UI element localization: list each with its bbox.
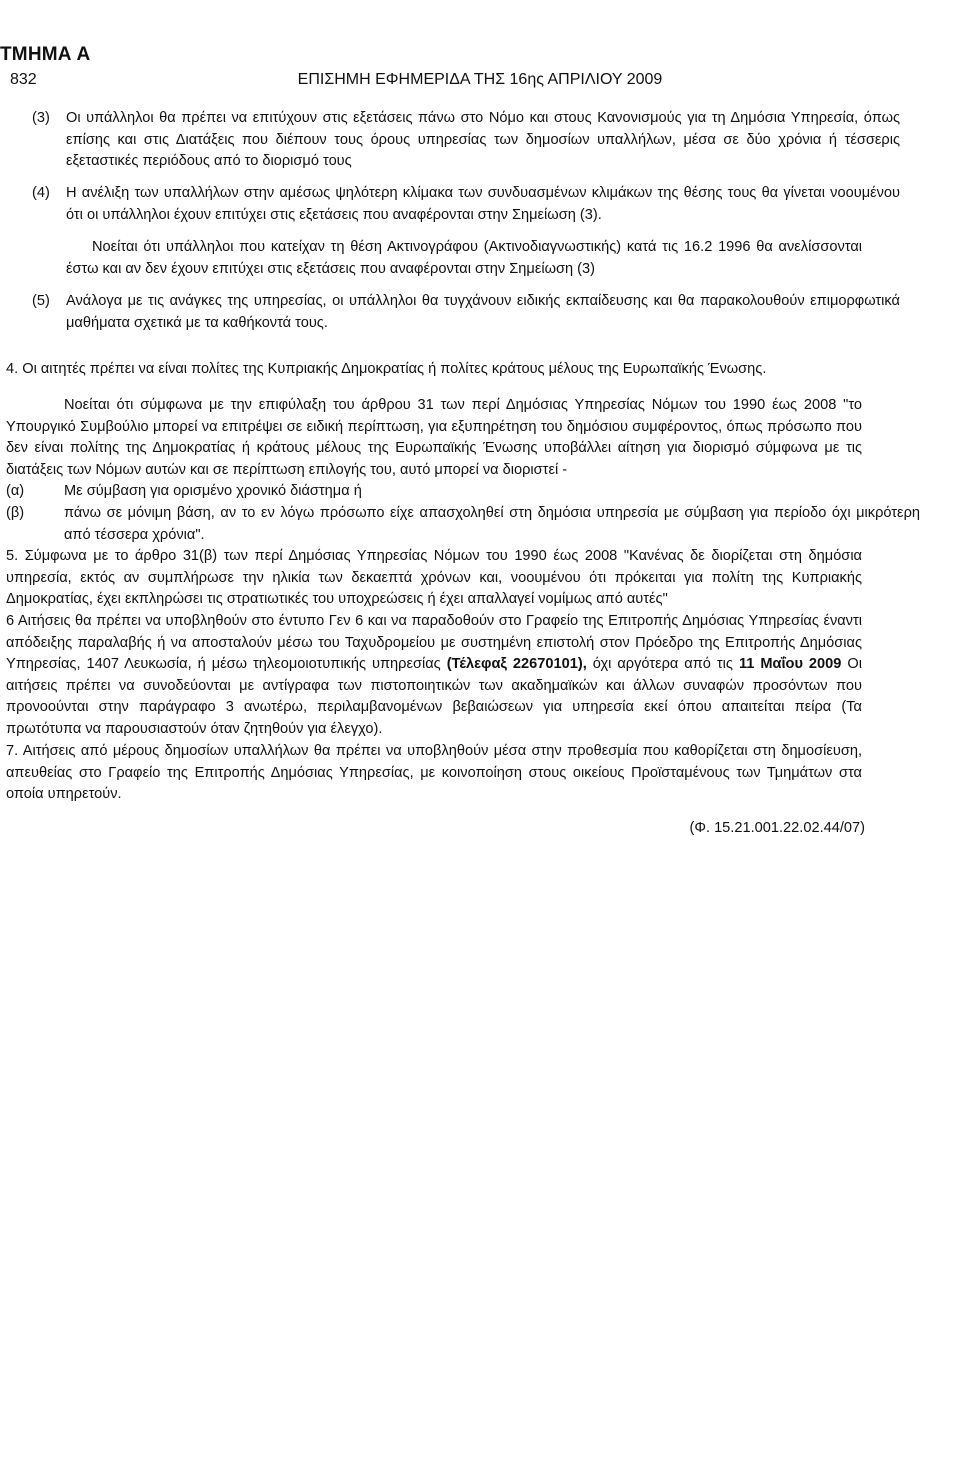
note-4-label: (4) [32, 185, 50, 201]
section-5 [6, 546, 862, 611]
section-6-part-a: 6 Αιτήσεις θα πρέπει να υποβληθούν στο έντυπο Γεν 6 και να παραδοθούν στο Γραφείο της Επιτροπής Δημόσιας Υπηρεσίας έναντι απόδειξης παραλαβής ή να αποσταλούν μέσω του Ταχυδρομείου με συστημένη επιστολή στον Πρόεδρο της Επιτροπής Δημόσιας Υπηρεσίας, 1407 Λευκωσία, ή μέσω τηλεομοιοτυπικής υπηρεσίας [6, 613, 862, 672]
section-4-item-a-label: (α) [6, 483, 25, 499]
section-4-item-a [6, 481, 920, 503]
section-4-proviso-text: Νοείται ότι σύμφωνα με την επιφύλαξη του άρθρου 31 των περί Δημόσιας Υπηρεσίας Νόμων του 1990 έως 2008 "το Υπουργικό Συμβούλιο μπορεί να επιτρέψει σε ειδική περίπτωση, για εξυπηρέτηση του δημόσιου συμφέροντος, όπως πρόσωπο που δεν είναι πολίτης της Δημοκρατίας ή κράτους μέλους της Ευρωπαϊκής Ένωσης υποβάλλει αίτηση για διορισμό σύμφωνα με τις διατάξεις των Νόμων αυτών και σε περίπτωση επιλογής του, αυτό μπορεί να διοριστεί - [6, 397, 862, 478]
section-6 [6, 611, 862, 740]
section-4 [6, 359, 868, 381]
section-6-text [6, 611, 862, 740]
note-3-label: (3) [32, 110, 50, 126]
deadline-date: 11 Μαΐου 2009 [738, 656, 842, 672]
note-3 [32, 108, 900, 173]
note-4-proviso [66, 237, 862, 280]
section-4-text: 4. Οι αιτητές πρέπει να είναι πολίτες της Κυπριακής Δημοκρατίας ή πολίτες κράτους μέλους της Ευρωπαϊκής Ένωσης. [6, 361, 767, 377]
section-6-part-c: Οι αιτήσεις πρέπει να συνοδεύονται με αντίγραφα των πιστοποιητικών των ακαδημαϊκών και άλλων συναφών προσόντων που προνοούνται στην παράγραφο 3 ανωτέρω, περιλαμβανομένων βεβαιώσεων για υπηρεσία εκεί όπου απαιτείται πείρα (Τα πρωτότυπα να παρουσιαστούν όταν ζητηθούν για έλεγχο). [6, 656, 862, 737]
gazette-header-title: ΕΠΙΣΗΜΗ ΕΦΗΜΕΡΙΔΑ ΤΗΣ 16ης ΑΠΡΙΛΙΟΥ 2009 [297, 71, 663, 88]
fax-number: (Τέλεφαξ 22670101), [446, 656, 587, 672]
note-4 [32, 183, 900, 226]
note-5 [32, 291, 900, 334]
note-5-text: Ανάλογα με τις ανάγκες της υπηρεσίας, οι υπάλληλοι θα τυγχάνουν ειδικής εκπαίδευσης και θα παρακολουθούν επιμορφωτικά μαθήματα σχετικά με τα καθήκοντά τους. [66, 293, 900, 331]
section-5-text: 5. Σύμφωνα με το άρθρο 31(β) των περί Δημόσιας Υπηρεσίας Νόμων του 1990 έως 2008 "Κανένας δε διορίζεται στη δημόσια υπηρεσία, εκτός αν συμπλήρωσε την ηλικία των δεκαεπτά χρόνων και, νοουμένου ότι πρόκειται για πολίτη της Κυπριακής Δημοκρατίας, έχει εκπληρώσει τις στρατιωτικές του υποχρεώσεις ή έχει απαλλαγεί νομίμως από αυτές" [6, 548, 862, 607]
note-3-text: Οι υπάλληλοι θα πρέπει να επιτύχουν στις εξετάσεις πάνω στο Νόμο και στους Κανονισμούς για τη Δημόσια Υπηρεσία, όπως επίσης και στις Διατάξεις που διέπουν τους όρους υπηρεσίας των δημοσίων υπαλλήλων, μέσα σε δύο χρόνια ή τέσσερις εξεταστικές περιόδους από το διορισμό τους [66, 110, 900, 169]
section-6-part-b: όχι αργότερα από τις [586, 656, 739, 672]
section-7 [6, 741, 862, 806]
section-title: ΤΜΗΜΑ Α [0, 44, 91, 65]
section-4-proviso [6, 395, 862, 481]
section-4-item-a-text: Με σύμβαση για ορισμένο χρονικό διάστημα ή [64, 483, 362, 499]
file-reference: (Φ. 15.21.001.22.02.44/07) [689, 820, 865, 836]
page-number: 832 [10, 71, 37, 88]
section-4-item-b-text: πάνω σε μόνιμη βάση, αν το εν λόγω πρόσωπο είχε απασχοληθεί στη δημόσια υπηρεσία με σύμβαση για περίοδο όχι μικρότερη από τέσσερα χρόνια". [64, 505, 920, 543]
note-4-text: Η ανέλιξη των υπαλλήλων στην αμέσως ψηλότερη κλίμακα των συνδυασμένων κλιμάκων της θέσης τους θα γίνεται νοουμένου ότι οι υπάλληλοι έχουν επιτύχει στις εξετάσεις που αναφέρονται στην Σημείωση (3). [66, 185, 900, 223]
section-4-item-b [6, 503, 920, 546]
note-5-label: (5) [32, 293, 50, 309]
section-7-text: 7. Αιτήσεις από μέρους δημοσίων υπαλλήλων θα πρέπει να υποβληθούν μέσα στην προθεσμία που καθορίζεται στη δημοσίευση, απευθείας στο Γραφείο της Επιτροπής Δημόσιας Υπηρεσίας, με κοινοποίηση στους οικείους Προϊσταμένους των Τμημάτων στα οποία υπηρετούν. [6, 743, 862, 802]
section-4-item-b-label: (β) [6, 505, 25, 521]
note-4-proviso-text: Νοείται ότι υπάλληλοι που κατείχαν τη θέση Ακτινογράφου (Ακτινοδιαγνωστικής) κατά τις 16.2 1996 θα ανελίσσονται έστω και αν δεν έχουν επιτύχει στις εξετάσεις που αναφέρονται στην Σημείωση (3) [66, 239, 862, 277]
